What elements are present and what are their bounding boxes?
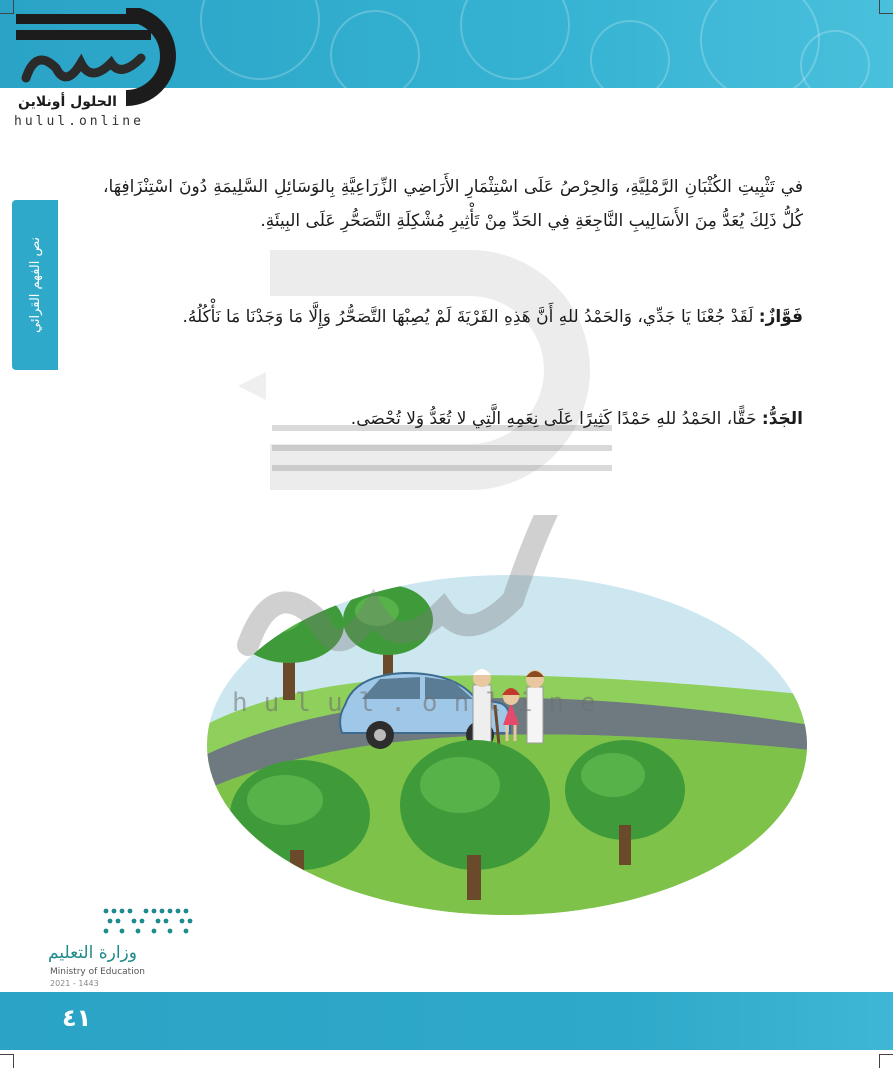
page-number: ٤١ xyxy=(62,1004,92,1032)
body-paragraph: في تَثْبِيتِ الكُثْبَانِ الرَّمْلِيَّةِ، وَالحِرْصُ عَلَى اسْتِثْمَارِ الأَرَاضِي الزِّرَاعِيَّةِ بِالوَسَائِلِ السَّلِيمَةِ دُونَ اسْتِنْزَافِهَا، كُلُّ ذَلِكَ يُعَدُّ مِنَ الأَسَالِيبِ النَّاجِعَةِ فِي الحَدِّ مِنْ تَأْثِيرِ مُشْكِلَةِ التَّصَحُّرِ عَلَى البِيئَةِ. xyxy=(103,177,803,231)
dialogue-text: لَقَدْ جُعْنَا يَا جَدِّي، وَالحَمْدُ للهِ أَنَّ هَذِهِ القَرْيَةَ لَمْ يُصِبْهَا التَّصَحُّرُ وَإِلَّا مَا وَجَدْنَا مَا نَأْكُلُهُ. xyxy=(182,307,754,327)
crop-mark xyxy=(0,1054,14,1068)
section-tab-label: نص الفهم القرائي xyxy=(27,237,43,333)
watermark-logo-icon xyxy=(228,515,648,715)
crop-mark xyxy=(879,0,893,14)
dialogue-text: حَقًّا، الحَمْدُ للهِ حَمْدًا كَثِيرًا عَلَى نِعَمِهِ الَّتِي لا تُعَدُّ وَلا تُحْصَى. xyxy=(350,409,757,429)
logo-mark-icon xyxy=(6,8,176,108)
footer-band xyxy=(0,992,893,1050)
ministry-arabic: وزارة التعليم xyxy=(48,943,137,963)
dialogue-line xyxy=(103,300,803,334)
site-logo[interactable] xyxy=(6,8,176,128)
logo-arabic-text: الحلول أونلاين xyxy=(18,94,117,110)
ministry-logo xyxy=(46,905,176,988)
logo-url[interactable]: hulul.online xyxy=(14,114,144,129)
watermark-pencil-icon xyxy=(238,372,266,400)
crop-mark xyxy=(879,1054,893,1068)
ministry-year: 2021 - 1443 xyxy=(50,979,99,988)
section-tab xyxy=(12,200,58,370)
dialogue-line xyxy=(103,402,803,436)
speaker-name: الجَدُّ: xyxy=(761,409,803,429)
ministry-english: Ministry of Education xyxy=(50,967,145,977)
ministry-dots-icon xyxy=(96,905,196,939)
watermark-url: hulul.online xyxy=(232,688,612,718)
speaker-name: فَوَّازٌ: xyxy=(758,307,803,327)
